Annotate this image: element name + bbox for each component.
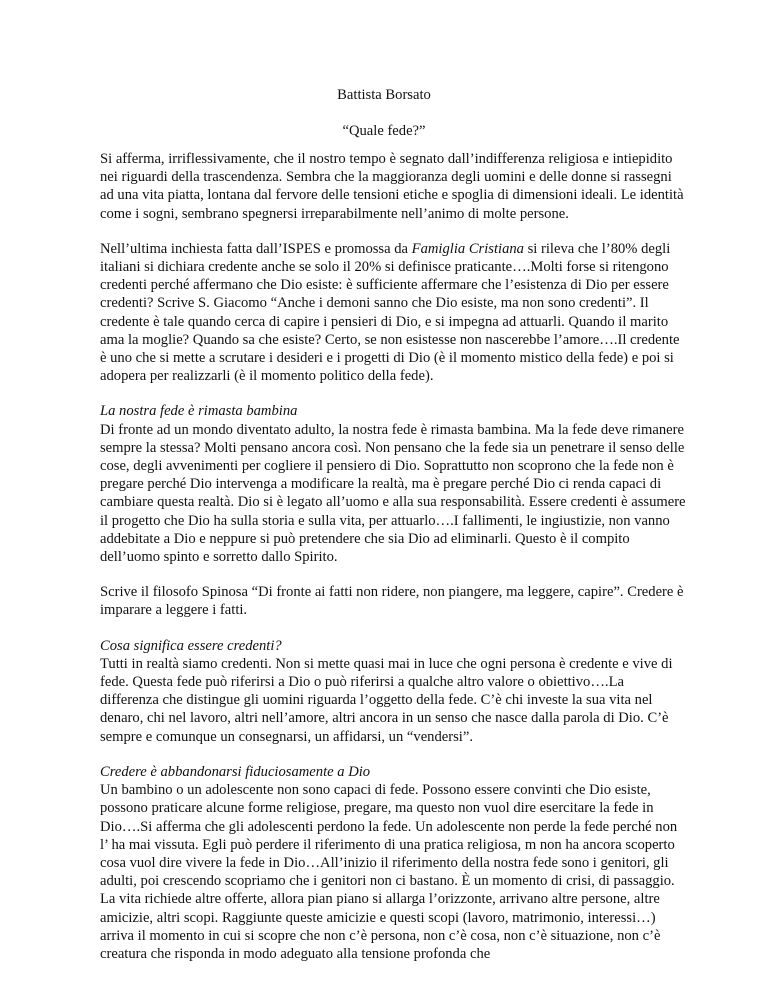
section-text: Un bambino o un adolescente non sono capaci di fede. Possono essere convinti che Dio esiste, possono praticare alcune forme religiose, pregare, ma questo non vuol dire esercitare la fede in Dio….Si afferma che gli adolescenti perdono la fede. Un adolescente non perde la fede perché non l’ ha mai vissuta. Egli può perdere il riferimento di una pratica religiosa, m non ha ancora scoperto cosa vuol dire vivere la fede in Dio…All’inizio il riferimento della nostra fede sono i genitori, gli adulti, poi crescendo scopriamo che i genitori non ci bastano. È un momento di crisi, di passaggio. La vita richiede altre offerte, allora pian piano si allarga l’orizzonte, arrivano altre persone, altre amicizie, altri scopi. Raggiunte queste amicizie e questi scopi (lavoro, matrimonio, interessi…) arriva il momento in cui si scopre che non c’è persona, non c’è cosa, non c’è situazione, non c’è creatura che risponda in modo adeguato alla tensione profonda che xyxy=(100,782,678,962)
section-childish-faith xyxy=(100,402,686,566)
document-body xyxy=(100,150,686,980)
section-meaning-of-belief xyxy=(100,637,686,746)
paragraph-spinoza: Scrive il filosofo Spinosa “Di fronte ai fatti non ridere, non piangere, ma leggere, capire”. Credere è imparare a leggere i fatti. xyxy=(100,584,684,619)
magazine-title: Famiglia Cristiana xyxy=(411,240,524,257)
paragraph-survey-part1: Nell’ultima inchiesta fatta dall’ISPES e promossa da xyxy=(100,240,412,257)
paragraph-intro: Si afferma, irriflessivamente, che il nostro tempo è segnato dall’indifferenza religiosa e intiepidito nei riguardi della trascendenza. Sembra che la maggioranza degli uomini e delle donne si rassegni ad una vita piatta, lontana dal fervore delle tensioni etiche e spoglia di dimensioni ideali. Le identità come i sogni, sembrano spegnersi irreparabilmente nell’animo di molte persone. xyxy=(100,151,684,222)
paragraph-survey xyxy=(100,240,686,386)
section-heading: La nostra fede è rimasta bambina xyxy=(100,403,298,420)
section-text: Di fronte ad un mondo diventato adulto, la nostra fede è rimasta bambina. Ma la fede deve rimanere sempre la stessa? Molti pensano ancora così. Non pensano che la fede sia un penetrare il senso delle cose, degli avvenimenti per cogliere il pensiero di Dio. Soprattutto non scoprono che la fede non è pregare perché Dio intervenga a modificare la realtà, ma è pregare perché Dio ci renda capaci di cambiare questa realtà. Dio si è legato all’uomo e alla sua responsabilità. Essere credenti è assumere il progetto che Dio ha sulla storia e sulla vita, per attuarlo….I fallimenti, le ingiustizie, non vanno addebitate a Dio e neppure si può pretendere che sia Dio ad eliminarli. Questo è il compito dell’uomo spinto e sorretto dallo Spirito. xyxy=(100,421,686,566)
section-trust-in-god xyxy=(100,763,686,963)
section-heading: Credere è abbandonarsi fiduciosamente a Dio xyxy=(100,763,371,780)
author-name: Battista Borsato xyxy=(337,87,431,103)
section-text: Tutti in realtà siamo credenti. Non si mette quasi mai in luce che ogni persona è credente e vive di fede. Questa fede può riferirsi a Dio o può riferirsi a qualche altro valore o obiettivo….La differenza che distingue gli uomini riguarda l’oggetto della fede. C’è chi investe la sua vita nel denaro, chi nel lavoro, altri nell’amore, altri ancora in un senso che nasce dalla parola di Dio. C’è sempre e comunque un consegnarsi, un affidarsi, un “vendersi”. xyxy=(100,655,673,745)
document-title: “Quale fede?” xyxy=(342,123,426,139)
section-heading: Cosa significa essere credenti? xyxy=(100,637,282,654)
paragraph-survey-part2: si rileva che l’80% degli italiani si dichiara credente anche se solo il 20% si definisce praticante….Molti forse si ritengono credenti perché affermano che Dio esiste: è sufficiente affermare che l’esistenza di Dio per essere credenti? Scrive S. Giacomo “Anche i demoni sanno che Dio esiste, ma non sono credenti”. Il credente è tale quando cerca di capire i pensieri di Dio, e si impegna ad attuarli. Quando il marito ama la moglie? Quando sa che esiste? Certo, se non esistesse non nascerebbe l’amore….Il credente è uno che si mette a scrutare i desideri e i progetti di Dio (è il momento mistico della fede) e poi si adopera per realizzarli (è il momento politico della fede). xyxy=(100,240,680,385)
